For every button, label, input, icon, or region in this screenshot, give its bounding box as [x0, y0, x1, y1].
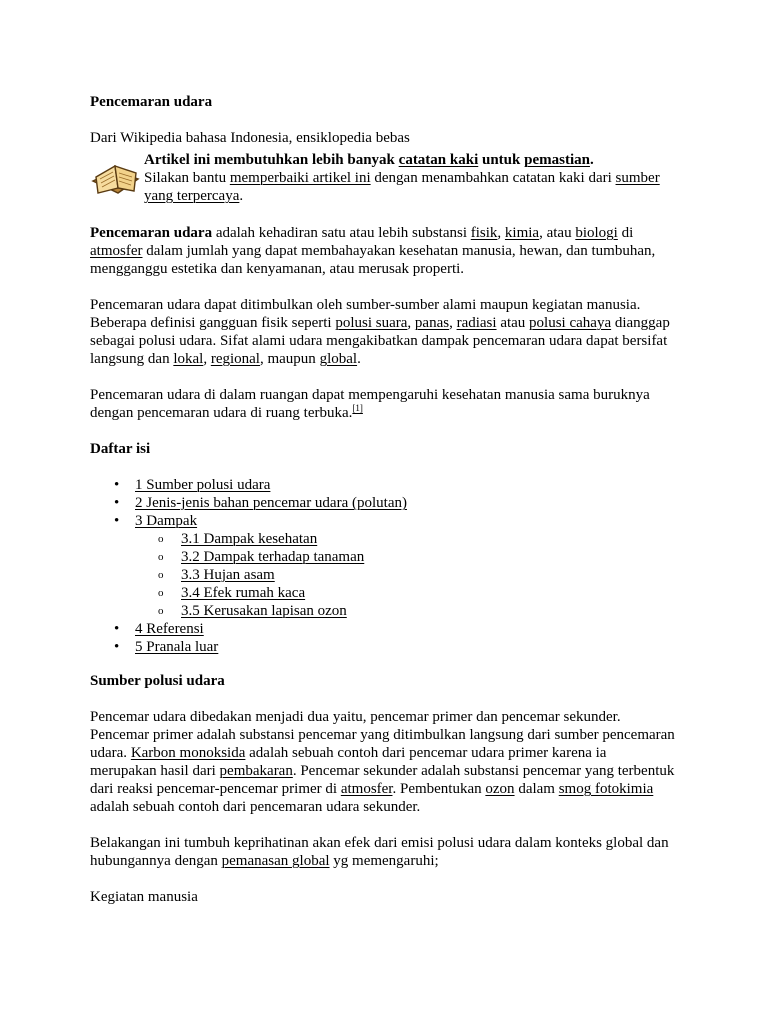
paragraph-2-line-2: Beberapa definisi gangguan fisik seperti polusi suara, panas, radiasi atau polusi cahaya dianggap	[90, 315, 670, 331]
notice-line-3: yang terpercaya.	[144, 188, 244, 204]
paragraph-3-line-2: dengan pencemaran udara di ruang terbuka.[1]	[90, 403, 363, 421]
link-regional[interactable]: regional	[210, 351, 260, 367]
link-panas[interactable]: panas	[414, 315, 450, 331]
reference-link-1[interactable]: [1]	[352, 403, 363, 413]
notice-line-2: Silakan bantu memperbaiki artikel ini dengan menambahkan catatan kaki dari sumber	[144, 170, 660, 186]
toc-link[interactable]: 4 Referensi	[135, 621, 204, 637]
link-lokal[interactable]: lokal	[173, 351, 204, 367]
link-memperbaiki-artikel[interactable]: memperbaiki artikel ini	[229, 170, 371, 186]
page-title: Pencemaran udara	[90, 94, 213, 110]
source-line: Dari Wikipedia bahasa Indonesia, ensiklopedia bebas	[90, 130, 410, 146]
toc-link[interactable]: 5 Pranala luar	[135, 639, 219, 655]
link-ozon[interactable]: ozon	[485, 781, 515, 797]
link-pembakaran[interactable]: pembakaran	[219, 763, 293, 779]
link-radiasi[interactable]: radiasi	[456, 315, 497, 331]
paragraph-4-line-5: dari reaksi pencemar-pencemar primer di atmosfer. Pembentukan ozon dalam smog fotokimia	[90, 781, 654, 797]
sub-bullet-icon: o	[158, 533, 164, 545]
link-polusi-suara[interactable]: polusi suara	[335, 315, 408, 331]
toc-link[interactable]: 3 Dampak	[135, 513, 198, 529]
paragraph-1-line-1: Pencemaran udara adalah kehadiran satu atau lebih substansi fisik, kimia, atau biologi di	[90, 225, 634, 241]
paragraph-4-line-4: merupakan hasil dari pembakaran. Pencemar sekunder adalah substansi pencemar yang terbentuk	[90, 763, 675, 779]
toc-heading: Daftar isi	[90, 441, 151, 457]
paragraph-2-line-3: sebagai polusi udara. Sifat alami udara mengakibatkan dampak pencemaran udara dapat bersifat	[90, 333, 668, 349]
paragraph-4-line-6: adalah sebuah contoh dari pencemaran udara sekunder.	[90, 799, 421, 815]
bullet-icon: •	[114, 621, 120, 637]
link-catatan-kaki[interactable]: catatan kaki	[398, 152, 479, 168]
paragraph-1-line-3: mengganggu estetika dan kenyamanan, atau merusak properti.	[90, 261, 465, 277]
link-polusi-cahaya[interactable]: polusi cahaya	[529, 315, 612, 331]
link-atmosfer-2[interactable]: atmosfer	[340, 781, 393, 797]
paragraph-4-line-1: Pencemar udara dibedakan menjadi dua yaitu, pencemar primer dan pencemar sekunder.	[90, 709, 621, 725]
link-biologi[interactable]: biologi	[575, 225, 618, 241]
paragraph-4-line-3: udara. Karbon monoksida adalah sebuah contoh dari pencemar udara primer karena ia	[90, 745, 607, 761]
link-kimia[interactable]: kimia	[504, 225, 540, 241]
sub-bullet-icon: o	[158, 551, 164, 563]
link-pemastian[interactable]: pemastian	[524, 152, 590, 168]
toc-link[interactable]: 2 Jenis-jenis bahan pencemar udara (polutan)	[135, 495, 407, 511]
link-fisik[interactable]: fisik	[470, 225, 498, 241]
section-heading-sumber-polusi: Sumber polusi udara	[90, 673, 225, 689]
link-global[interactable]: global	[319, 351, 358, 367]
book-icon	[90, 157, 142, 199]
paragraph-4-line-2: Pencemar primer adalah substansi pencemar yang ditimbulkan langsung dari sumber pencemaran	[90, 727, 675, 743]
toc-link[interactable]: 3.4 Efek rumah kaca	[181, 585, 306, 601]
link-sumber[interactable]: sumber	[615, 170, 660, 186]
toc-link[interactable]: 3.3 Hujan asam	[181, 567, 275, 583]
bullet-icon: •	[114, 495, 120, 511]
toc-link[interactable]: 3.1 Dampak kesehatan	[181, 531, 318, 547]
paragraph-6: Kegiatan manusia	[90, 889, 198, 905]
toc-link[interactable]: 3.2 Dampak terhadap tanaman	[181, 549, 365, 565]
notice-line-1: Artikel ini membutuhkan lebih banyak catatan kaki untuk pemastian.	[144, 152, 594, 168]
toc-link[interactable]: 1 Sumber polusi udara	[135, 477, 271, 493]
link-pemanasan-global[interactable]: pemanasan global	[221, 853, 330, 869]
bullet-icon: •	[114, 513, 120, 529]
bullet-icon: •	[114, 477, 120, 493]
sub-bullet-icon: o	[158, 605, 164, 617]
paragraph-3-line-1: Pencemaran udara di dalam ruangan dapat mempengaruhi kesehatan manusia sama buruknya	[90, 387, 650, 403]
toc-link[interactable]: 3.5 Kerusakan lapisan ozon	[181, 603, 347, 619]
paragraph-5-line-2: hubungannya dengan pemanasan global yg memengaruhi;	[90, 853, 439, 869]
link-karbon-monoksida[interactable]: Karbon monoksida	[130, 745, 246, 761]
paragraph-2-line-4: langsung dan lokal, regional, maupun global.	[90, 351, 361, 367]
paragraph-1-line-2: atmosfer dalam jumlah yang dapat membahayakan kesehatan manusia, hewan, dan tumbuhan,	[90, 243, 656, 259]
bullet-icon: •	[114, 639, 120, 655]
sub-bullet-icon: o	[158, 587, 164, 599]
link-yang-terpercaya[interactable]: yang terpercaya	[144, 188, 240, 204]
link-atmosfer[interactable]: atmosfer	[90, 243, 143, 259]
paragraph-2-line-1: Pencemaran udara dapat ditimbulkan oleh sumber-sumber alami maupun kegiatan manusia.	[90, 297, 641, 313]
paragraph-5-line-1: Belakangan ini tumbuh keprihatinan akan efek dari emisi polusi udara dalam konteks global dan	[90, 835, 669, 851]
sub-bullet-icon: o	[158, 569, 164, 581]
link-smog-fotokimia[interactable]: smog fotokimia	[558, 781, 654, 797]
